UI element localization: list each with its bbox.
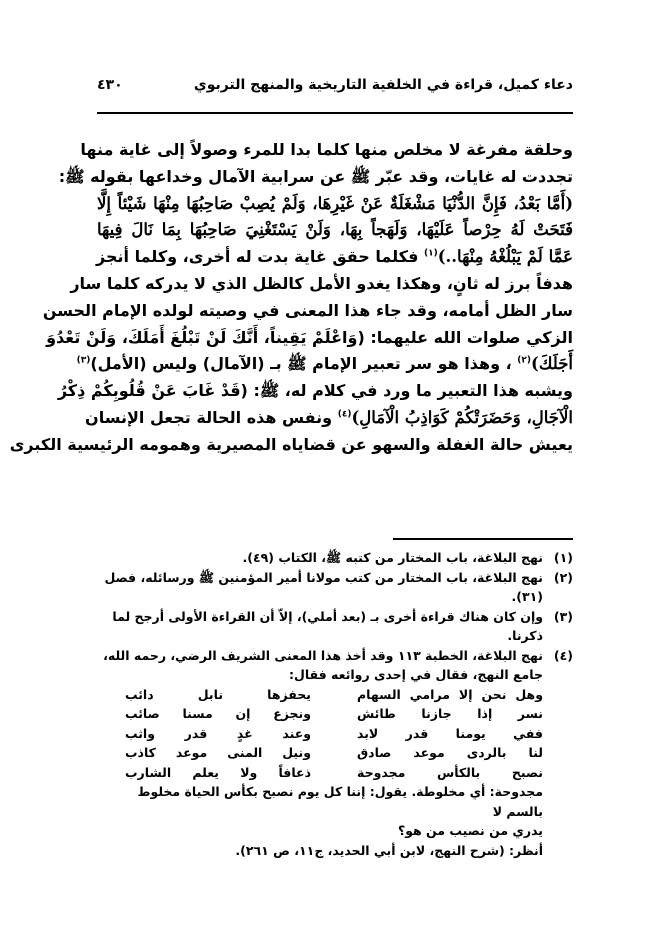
poem-verse (125, 685, 543, 705)
quote-fragment: الْآجَالِ، وَحَضَرَتْكُمْ كَوَاذِبُ الْآمَالِ) (351, 407, 573, 427)
footnote-ref-3[interactable]: (٣) (76, 356, 91, 367)
footnote-3 (97, 607, 573, 646)
footnote-1 (97, 548, 573, 568)
verse-second-hemistich: وعند غدٍ قدر واثب (125, 725, 311, 741)
poem-verse (125, 704, 543, 724)
body-line: هدفاً برز له ثانٍ، وهكذا يغدو الأمل كالظل الذي لا يدركه كلما سار (70, 273, 573, 293)
body-line: سار الظل أمامه، وقد جاء هذا المعنى في وصيته لولده الإمام الحسن (42, 300, 573, 320)
verse-first-hemistich: وهل نحن إلا مرامي السهام (357, 686, 543, 702)
page-number: ٤٣٠ (97, 77, 123, 93)
body-line (76, 351, 573, 378)
body-line (97, 244, 573, 271)
verse-first-hemistich: لنا بالردى موعد صادق (357, 745, 543, 760)
body-line: يعيش حالة الغفلة والسهو عن قضاياه المصيرية وهمومه الرئيسية الكبرى (9, 434, 573, 454)
source-reference: أنظر: (شرح النهج، لابن أبي الحديد، ج١١، ص ٢٦١). (235, 842, 543, 858)
verse-first-hemistich: ففي يومنا قدر لابد (357, 725, 543, 741)
verse-first-hemistich: نسر إذا جازنا طائش (357, 706, 543, 721)
running-title: دعاء كميل، قراءة في الخلفية التاريخية والمنهج التربوي (193, 77, 573, 93)
body-line: تجددت له غايات، وقد عبّر ﷺ عن سرابية الآمال وخداعها بقوله ﷺ: (58, 166, 573, 186)
body-line: ويشبه هذا التعبير ما ورد في كلام له، ﷺ: (قَدْ غَابَ عَنْ قُلُوبِكُمْ ذِكْرُ (57, 381, 573, 401)
footnote-number: (١) (553, 550, 573, 565)
footnote-ref-1[interactable]: (١) (424, 248, 438, 259)
footnote-number: (٤) (553, 647, 573, 663)
quote-fragment: عَمَّا لَمْ يَبْلُغْهُ مِنْهَا..) (437, 247, 573, 267)
gloss-line: مجدوحة: أي مخلوطة. يقول: إننا كل يوم نصبح بكأس الحياة مخلوط بالسم لا (137, 784, 543, 819)
verse-second-hemistich: ونيل المنى موعد كاذب (125, 745, 311, 760)
body-fragment: فكلما حقق غاية بدت له أخرى، وكلما أنجز (96, 247, 419, 267)
footnote-text: وإن كان هناك قراءة أخرى بـ (بعد أملي)، إلاّ أن القراءة الأولى أرجح لما ذكرنا. (112, 608, 543, 643)
footnote-ref-4[interactable]: (٤) (337, 409, 352, 420)
poem (97, 685, 573, 783)
footnote-2 (97, 568, 573, 588)
quote-line: فَتَحَتْ لَهُ حِرْصاً عَلَيْهَا، وَلَهَجاً بِهَا، وَلَنْ يَسْتَغْنِيَ صَاحِبُهَا بِمَا نَالَ فِيهَا (97, 220, 573, 240)
poem-verse (125, 763, 543, 783)
header-rule (97, 112, 573, 114)
footnote-number: (٣) (553, 608, 573, 624)
footnote-text: نهج البلاغة، الخطبة ١١٣ وقد أخذ هذا المعنى الشريف الرضي، رحمه الله، (103, 647, 543, 663)
body-line (85, 405, 573, 432)
poem-verse (125, 724, 543, 744)
verse-first-hemistich: نصبح بالكأس مجدوحة (357, 764, 543, 780)
quote-fragment: أَجَلَكَ) (531, 354, 573, 374)
footnotes (97, 548, 573, 860)
footnote-4 (97, 646, 573, 666)
book-page (9, 0, 573, 945)
poem-verse (125, 743, 543, 763)
footnote-continuation: (٣١). (511, 589, 543, 604)
verse-second-hemistich: ونجزع إن مسنا صائب (125, 706, 311, 721)
footnote-text: نهج البلاغة، باب المختار من كتب مولانا أمير المؤمنين ﷺ ورسائله، فصل (104, 569, 543, 585)
verse-second-hemistich: ذعافاً ولا يعلم الشارب (125, 764, 311, 780)
quote-line: (أَمَّا بَعْدُ، فَإِنَّ الدُّنْيَا مَشْغَلَةٌ عَنْ غَيْرِهَا، وَلَمْ يُصِبْ صَاحِبُهَا مِنْهَا شَيْئاً إِلَّا (97, 193, 573, 213)
verse-second-hemistich: يحفزها نابل دائب (125, 686, 311, 702)
footnote-ref-2[interactable]: (٢) (517, 356, 532, 367)
body-fragment: ، وهذا هو سر تعبير الإمام ﷺ بـ (الآمال) وليس (الأمل) (90, 354, 512, 374)
main-text (9, 137, 573, 459)
gloss-line: يدري من نصيب من هو؟ (397, 823, 543, 838)
body-line: وحلقة مفرغة لا مخلص منها كلما بدا للمرء وصولاً إلى غاية منها (80, 140, 573, 159)
body-fragment: ونفس هذه الحالة تجعل الإنسان (85, 407, 333, 427)
footnote-text: نهج البلاغة، باب المختار من كتبه ﷺ، الكتاب (٤٩). (242, 550, 543, 565)
footnote-continuation: جامع النهج، فقال في إحدى روائعه فقال: (288, 667, 543, 682)
body-line: الزكي صلوات الله عليهما: (وَاعْلَمْ يَقِيناً، أَنَّكَ لَنْ تَبْلُغَ أَمَلَكَ، وَلَنْ تَعْدُوَ (46, 327, 573, 347)
page-header (97, 70, 573, 100)
footnote-separator (393, 538, 573, 540)
footnote-number: (٢) (553, 569, 573, 585)
